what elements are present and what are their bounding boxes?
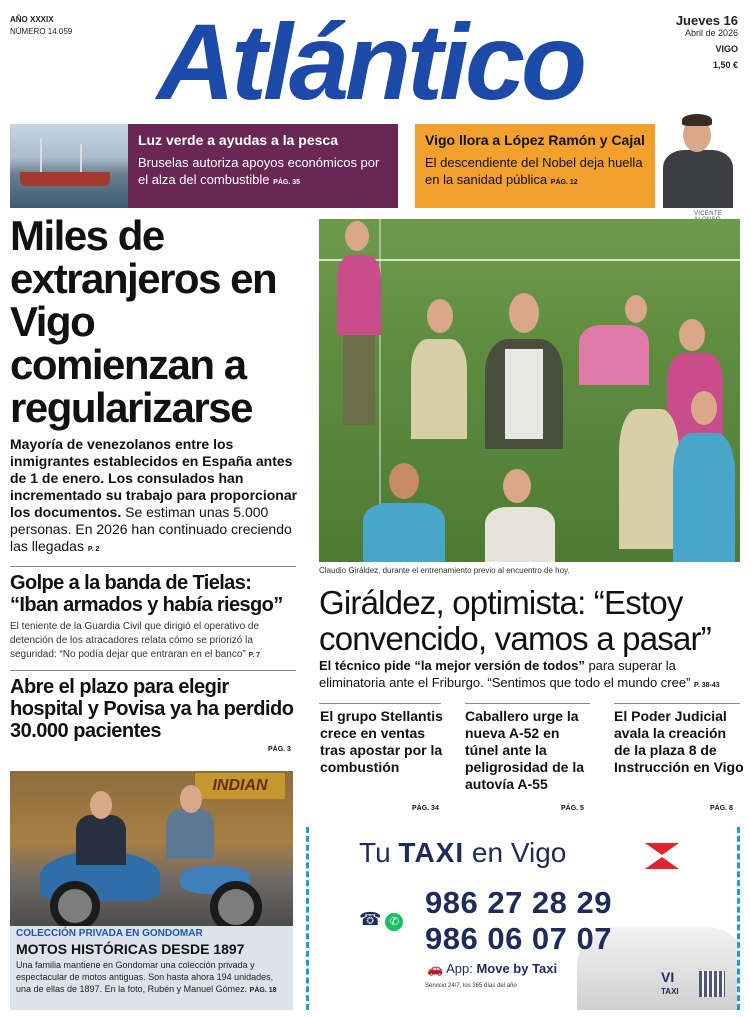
teaser-title: Vigo llora a López Ramón y Cajal bbox=[425, 132, 645, 148]
main-deck-bold: Mayoría de venezolanos entre los inmigrantes establecidos en España antes de 1 de enero. Los consulados han incrementado su trabajo para proporcionar los documentos. bbox=[10, 436, 298, 520]
page-ref: P. 38-43 bbox=[694, 682, 720, 689]
teaser-text: Bruselas autoriza apoyos económicos por el alza del combustible PÁG. 35 bbox=[138, 155, 380, 187]
vi-taxi-logo: VI bbox=[661, 969, 675, 985]
contact-icons bbox=[359, 909, 403, 931]
car-icon: 🚗 bbox=[427, 961, 444, 976]
story-tielas-body: El teniente de la Guardia Civil que dirigió el operativo de detención de los atracadores relata cómo se priorizó la seguridad: “No podía dejar que entraran en el banco” P. 7 bbox=[10, 621, 261, 660]
portrait-image bbox=[655, 90, 740, 208]
page-ref: PÁG. 8 bbox=[710, 805, 733, 812]
face bbox=[389, 463, 419, 499]
bib bbox=[337, 255, 381, 335]
face bbox=[691, 391, 717, 425]
page-ref: PÁG. 12 bbox=[550, 179, 578, 186]
player bbox=[479, 467, 559, 562]
fishing-boat bbox=[20, 172, 110, 186]
ad-title: Tu TAXI en Vigo bbox=[359, 837, 567, 868]
vi-taxi-logo-sub: TAXI bbox=[661, 987, 679, 996]
portrait-person bbox=[655, 90, 740, 208]
motos-headline: MOTOS HISTÓRICAS DESDE 1897 bbox=[16, 941, 245, 957]
brief-text: El grupo Stellantis crece en ventas tras apostar por la combustión bbox=[320, 708, 443, 775]
suit bbox=[663, 150, 733, 208]
person-manuel bbox=[70, 785, 130, 865]
divider bbox=[10, 670, 296, 671]
page-ref: PÁG. 34 bbox=[412, 805, 439, 812]
giraldez-headline[interactable]: Giráldez, optimista: “Estoy convencido, vamos a pasar” bbox=[319, 584, 711, 657]
face bbox=[345, 221, 369, 251]
teaser-lopez-ramon[interactable] bbox=[415, 124, 655, 208]
divider bbox=[10, 566, 296, 567]
phone-number-1[interactable]: 986 27 28 29 bbox=[425, 885, 613, 920]
issue-day: Jueves 16 bbox=[675, 13, 738, 28]
story-hospital-headline[interactable]: Abre el plazo para elegir hospital y Povisa ya ha perdido 30.000 pacientes bbox=[10, 676, 294, 742]
teaser-bar bbox=[10, 124, 740, 208]
main-headline[interactable]: Miles de extranjeros en Vigo comienzan a regularizarse bbox=[10, 212, 277, 431]
brief-text: El Poder Judicial avala la creación de la plaza 8 de Instrucción en Vigo bbox=[614, 708, 744, 775]
photo-credit: VICENTE bbox=[694, 211, 723, 217]
divider bbox=[319, 703, 441, 704]
motos-box[interactable] bbox=[10, 926, 293, 1010]
masthead-right bbox=[676, 14, 738, 72]
wheel bbox=[50, 881, 100, 926]
page-ref: PÁG. 18 bbox=[249, 987, 277, 994]
teaser-text: El descendiente del Nobel deja huella en la sanidad pública PÁG. 12 bbox=[425, 155, 643, 187]
face bbox=[679, 319, 705, 351]
indian-sign: INDIAN bbox=[195, 773, 285, 799]
shorts bbox=[343, 335, 375, 425]
boat-mast bbox=[40, 138, 42, 174]
main-deck bbox=[10, 436, 300, 558]
taxi-ad[interactable] bbox=[306, 827, 740, 1010]
divider bbox=[465, 703, 590, 704]
player bbox=[329, 219, 389, 439]
page-ref: P. 7 bbox=[248, 652, 261, 659]
face bbox=[180, 785, 202, 813]
masthead-left bbox=[10, 14, 72, 38]
story-tielas-headline[interactable]: Golpe a la banda de Tielas: “Iban armados y había riesgo” bbox=[10, 572, 283, 616]
hair bbox=[682, 114, 712, 126]
ad-small-print: Servicio 24/7, los 365 días del año bbox=[425, 983, 517, 989]
price: 1,50 € bbox=[712, 60, 738, 70]
face bbox=[509, 293, 539, 333]
brief-a52[interactable] bbox=[465, 708, 595, 812]
giraldez-deck: El técnico pide “la mejor versión de todos” para superar la eliminatoria ante el Friburgo. “Sentimos que todo el mundo cree” P. 38-43 bbox=[319, 658, 720, 690]
page-ref: P. 2 bbox=[87, 546, 100, 553]
shirt bbox=[166, 809, 214, 859]
year: AÑO XXXIX bbox=[10, 15, 54, 24]
teaser-fishing[interactable] bbox=[128, 124, 398, 208]
brief-poder-judicial[interactable] bbox=[614, 708, 744, 812]
bib bbox=[411, 339, 467, 439]
motos-kicker: COLECCIÓN PRIVADA EN GONDOMAR bbox=[16, 928, 203, 939]
player bbox=[359, 459, 449, 562]
main-deck-rest: Se estiman unas 5.000 personas. En 2026 han continuado creciendo las llegadas bbox=[10, 504, 292, 554]
app-line: 🚗 App: Move by Taxi bbox=[427, 961, 558, 976]
page-ref: PÁG. 35 bbox=[273, 179, 301, 186]
issue-number: NÚMERO 14.059 bbox=[10, 27, 73, 36]
edition-city: VIGO bbox=[715, 44, 738, 54]
bib bbox=[673, 433, 735, 562]
jacket-front bbox=[505, 349, 543, 439]
bib bbox=[363, 503, 445, 562]
phone-icon: ☎ bbox=[359, 909, 382, 929]
page-ref: PÁG. 5 bbox=[561, 805, 584, 812]
phone-number-2[interactable]: 986 06 07 07 bbox=[425, 921, 613, 956]
brief-text: Caballero urge la nueva A-52 en túnel ante la peligrosidad de la autovía A-55 bbox=[465, 708, 585, 792]
jacket bbox=[485, 507, 555, 562]
newspaper-logo[interactable]: Atlántico bbox=[156, 0, 583, 122]
issue-date: Abril de 2026 bbox=[684, 28, 738, 38]
player bbox=[669, 389, 739, 562]
person-ruben bbox=[160, 779, 220, 859]
whatsapp-icon: ✆ bbox=[385, 913, 403, 931]
face bbox=[427, 299, 453, 333]
face bbox=[503, 469, 531, 503]
face bbox=[90, 791, 112, 819]
divider bbox=[614, 703, 740, 704]
training-photo bbox=[319, 219, 740, 562]
motos-photo bbox=[10, 771, 293, 926]
jacket bbox=[76, 815, 126, 865]
brief-stellantis[interactable] bbox=[320, 708, 450, 812]
taxi-logo-icon bbox=[645, 843, 679, 869]
motos-body: Una familia mantiene en Gondomar una colección privada y espectacular de motos antiguas. Son hasta ahora 194 unidades, una de ellas de 1897. En la foto, Rubén y Manuel Gómez. PÁG. 18 bbox=[16, 960, 277, 994]
teaser-title: Luz verde a ayudas a la pesca bbox=[138, 132, 338, 148]
photo-caption: Claudio Giráldez, durante el entrenamiento previo al encuentro de hoy. bbox=[319, 566, 570, 575]
page-ref: PÁG. 3 bbox=[268, 746, 291, 753]
wheel bbox=[210, 881, 262, 926]
fishing-port-image bbox=[10, 124, 128, 208]
qr-code-icon[interactable] bbox=[699, 971, 725, 997]
